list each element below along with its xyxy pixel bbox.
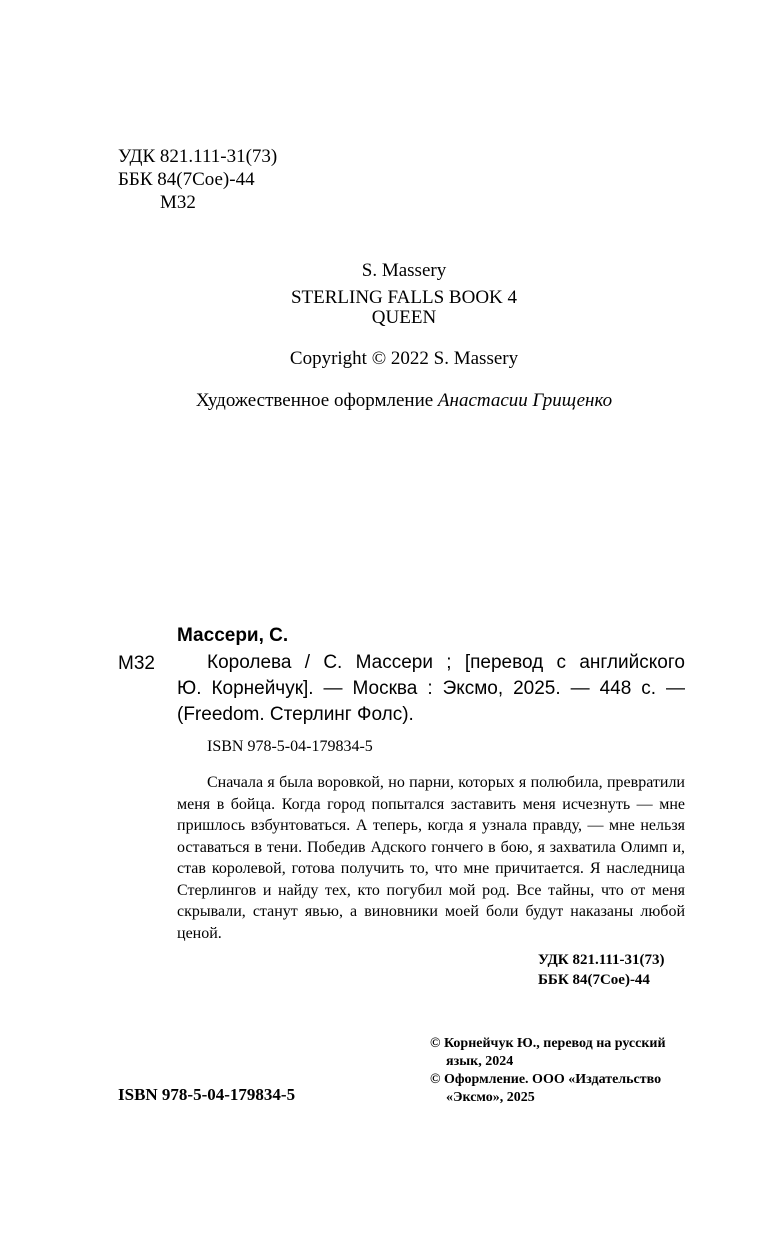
bottom-udk: УДК 821.111-31(73): [538, 952, 665, 968]
rights-block: [430, 1035, 686, 1107]
catalog-line-1: [177, 650, 685, 676]
author-mark: М32: [160, 192, 196, 213]
catalog-author-heading: Массери, С.: [177, 625, 289, 646]
top-classification: [118, 145, 277, 214]
word: с.: [641, 678, 656, 699]
word: 448: [599, 678, 632, 699]
design-credit-name: Анастасии Грищенко: [437, 390, 613, 411]
original-copyright: Copyright © 2022 S. Massery: [289, 348, 519, 369]
word: 2025.: [513, 678, 561, 699]
catalog-description: [177, 650, 685, 728]
catalog-mark: М32: [118, 653, 155, 674]
word: Эксмо,: [442, 678, 504, 699]
word: —: [323, 678, 343, 699]
design-credit: [0, 390, 768, 412]
bbk-code: ББК 84(7Сое)-44: [118, 169, 255, 190]
word: Ю.: [177, 678, 202, 699]
original-title: QUEEN: [371, 307, 437, 328]
word: [перевод: [464, 652, 544, 673]
word: —: [570, 678, 590, 699]
catalog-line-3: (Freedom. Стерлинг Фолс).: [177, 704, 414, 725]
annotation-text: Сначала я была воровкой, но парни, которых я полюбила, превратили меня в бойца. Когда город попытался заставить меня исчезнуть — мне пришлось взбунтоваться. А теперь, когда я узнала правду, — мне нельзя оставаться в тени. Победив Адского гончего в бою, я захватила Олимп и, став королевой, готова получить то, что мне причитается. Я наследница Стерлингов и найду тех, кто погубил мой род. Все тайны, что от меня скрывали, станут явью, а виновники моей боли будут наказаны любой ценой.: [177, 774, 685, 942]
design-rights-cont: «Эксмо», 2025: [446, 1090, 535, 1105]
bottom-classification: [538, 950, 665, 990]
translation-rights-cont: язык, 2024: [446, 1054, 514, 1069]
original-author: S. Massery: [361, 260, 447, 281]
bottom-bbk: ББК 84(7Сое)-44: [538, 972, 650, 988]
word: английского: [579, 652, 685, 673]
catalog-isbn: ISBN 978-5-04-179834-5: [207, 738, 373, 755]
original-series: STERLING FALLS BOOK 4: [290, 287, 518, 308]
design-credit-label: Художественное оформление: [195, 390, 434, 411]
word: :: [427, 678, 433, 699]
word: С.: [323, 652, 343, 673]
word: —: [665, 678, 685, 699]
word: Массери: [355, 652, 433, 673]
catalog-line-2: [177, 676, 685, 702]
bottom-isbn: ISBN 978-5-04-179834-5: [118, 1085, 296, 1104]
word: /: [304, 652, 311, 673]
word: Корнейчук].: [211, 678, 314, 699]
udk-code: УДК 821.111-31(73): [118, 146, 278, 167]
word: Москва: [352, 678, 418, 699]
translation-rights: © Корнейчук Ю., перевод на русский: [430, 1036, 666, 1051]
word: ;: [446, 652, 452, 673]
design-rights: © Оформление. ООО «Издательство: [430, 1072, 662, 1087]
word: с: [556, 652, 567, 673]
word: Королева: [207, 652, 292, 673]
